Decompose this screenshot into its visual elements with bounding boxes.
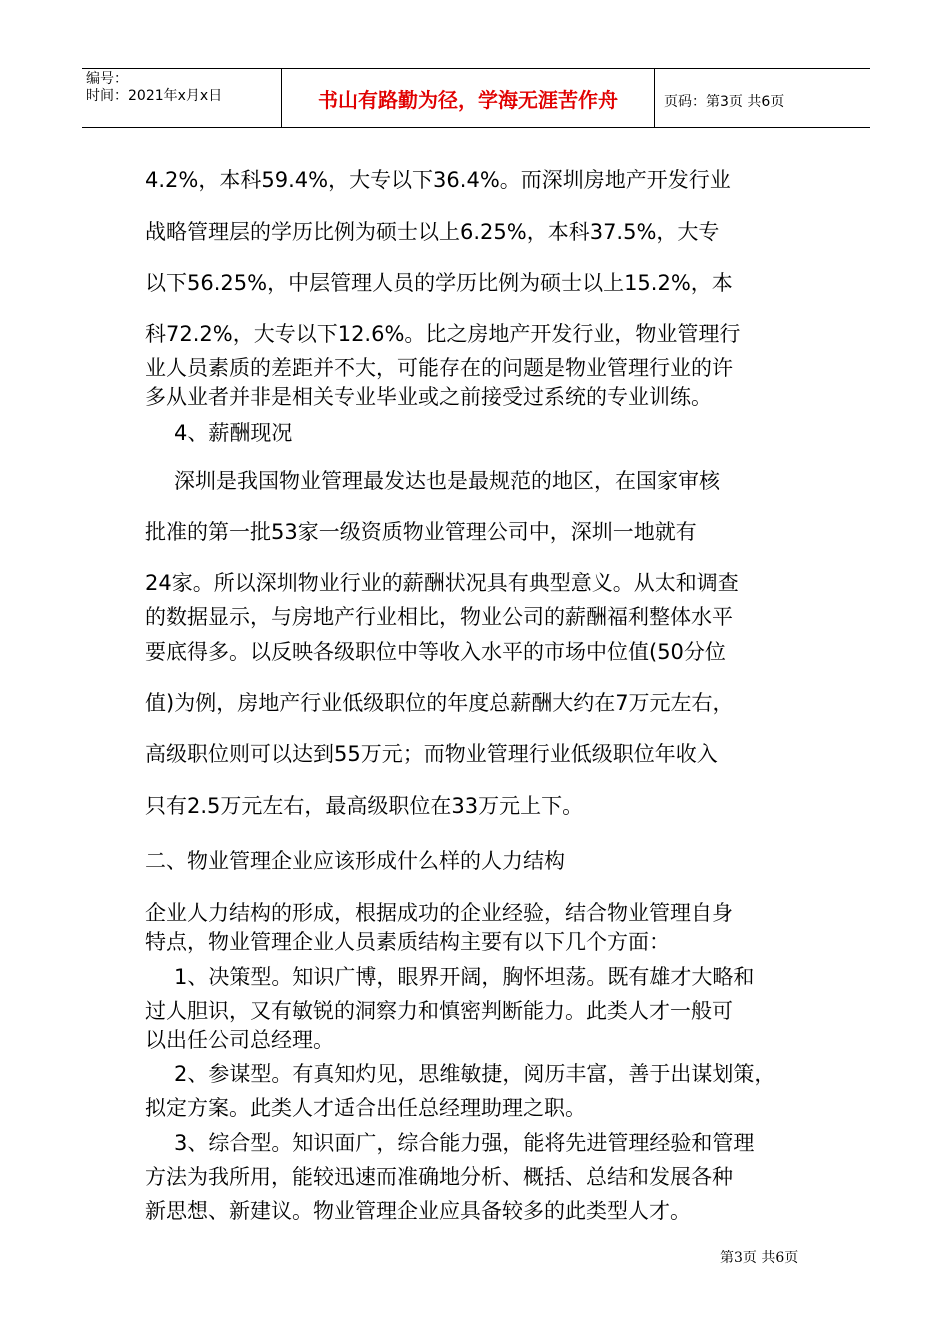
text-line: 拟定方案。此类人才适合出任总经理助理之职。 xyxy=(145,1096,586,1120)
text-line: 新思想、新建议。物业管理企业应具备较多的此类型人才。 xyxy=(145,1199,691,1223)
header-motto: 书山有路勤为径，学海无涯苦作舟 xyxy=(281,69,655,127)
text-line: 2、参谋型。有真知灼见，思维敏捷，阅历丰富，善于出谋划策， xyxy=(174,1062,776,1086)
text-line: 4.2%，本科59.4%，大专以下36.4%。而深圳房地产开发行业 xyxy=(145,168,731,192)
text-line: 24家。所以深圳物业行业的薪酬状况具有典型意义。从太和调查 xyxy=(145,571,739,595)
text-line: 战略管理层的学历比例为硕士以上6.25%，本科37.5%，大专 xyxy=(145,220,720,244)
text-line: 1、决策型。知识广博，眼界开阔，胸怀坦荡。既有雄才大略和 xyxy=(174,965,755,989)
text-line: 特点，物业管理企业人员素质结构主要有以下几个方面： xyxy=(145,930,670,954)
text-line: 批准的第一批53家一级资质物业管理公司中，深圳一地就有 xyxy=(145,520,697,544)
text-line: 业人员素质的差距并不大，可能存在的问题是物业管理行业的许 xyxy=(145,356,733,380)
text-line: 值)为例，房地产行业低级职位的年度总薪酬大约在7万元左右， xyxy=(145,691,734,715)
text-line: 以出任公司总经理。 xyxy=(145,1028,334,1052)
text-line: 方法为我所用，能较迅速而准确地分析、概括、总结和发展各种 xyxy=(145,1165,733,1189)
header-page-number: 页码：第3页 共6页 xyxy=(664,94,785,110)
text-line: 过人胆识，又有敏锐的洞察力和慎密判断能力。此类人才一般可 xyxy=(145,999,733,1023)
text-line: 的数据显示，与房地产行业相比，物业公司的薪酬福利整体水平 xyxy=(145,605,733,629)
text-line: 多从业者并非是相关专业毕业或之前接受过系统的专业训练。 xyxy=(145,385,712,409)
text-line: 科72.2%，大专以下12.6%。比之房地产开发行业，物业管理行 xyxy=(145,322,741,346)
section-heading: 二、物业管理企业应该形成什么样的人力结构 xyxy=(145,849,565,873)
text-line: 高级职位则可以达到55万元；而物业管理行业低级职位年收入 xyxy=(145,742,718,766)
header-meta xyxy=(86,71,222,105)
text-line: 以下56.25%，中层管理人员的学历比例为硕士以上15.2%，本 xyxy=(145,271,733,295)
text-line: 只有2.5万元左右，最高级职位在33万元上下。 xyxy=(145,794,584,818)
page-header xyxy=(82,68,870,128)
section-heading: 4、薪酬现况 xyxy=(174,421,293,445)
text-line: 企业人力结构的形成，根据成功的企业经验，结合物业管理自身 xyxy=(145,901,733,925)
time-label: 时间：2021年x月x日 xyxy=(86,88,223,104)
page-footer: 第3页 共6页 xyxy=(720,1250,799,1266)
number-label: 编号： xyxy=(86,71,128,87)
text-line: 深圳是我国物业管理最发达也是最规范的地区，在国家审核 xyxy=(174,469,720,493)
text-line: 要底得多。以反映各级职位中等收入水平的市场中位值(50分位 xyxy=(145,640,726,664)
text-line: 3、综合型。知识面广，综合能力强，能将先进管理经验和管理 xyxy=(174,1131,755,1155)
